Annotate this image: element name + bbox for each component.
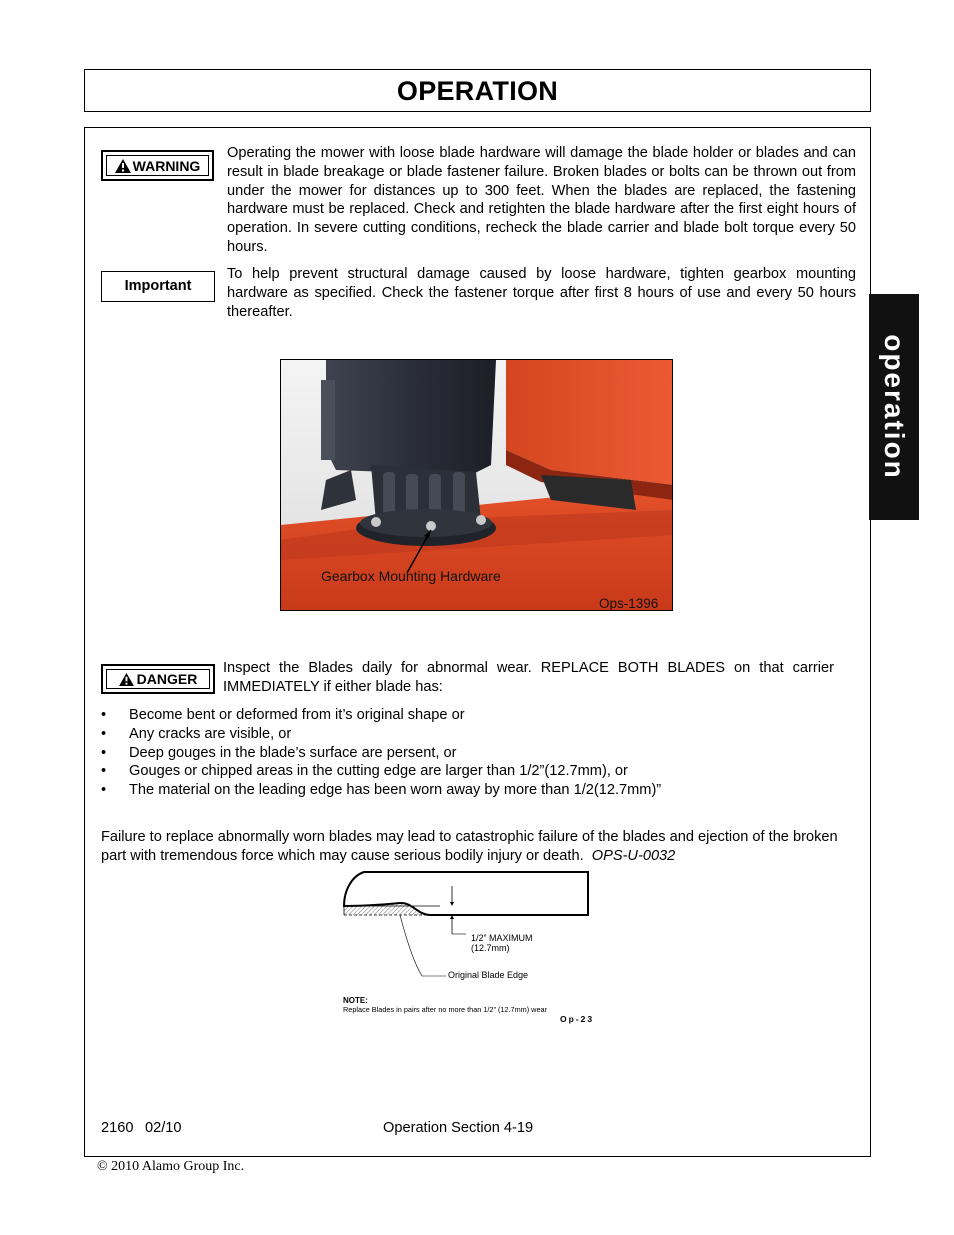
warning-label — [101, 150, 214, 181]
failure-paragraph — [101, 828, 841, 866]
failure-text: Failure to replace abnormally worn blades may lead to catastrophic failure of the blades and ejection of the broken part with tremendous force which may cause serious bodily injury or death. — [101, 829, 838, 864]
page-header — [84, 69, 871, 112]
gearbox-photo — [280, 359, 673, 611]
diagram-note-text: Replace Blades in pairs after no more than 1/2” (12.7mm) wear — [343, 1005, 548, 1014]
list-item: • Become bent or deformed from it’s original shape or — [101, 707, 465, 723]
diagram-ref: Op-23 — [560, 1014, 595, 1024]
warning-text: Operating the mower with loose blade hardware will damage the blade holder or blades and can result in blade breakage or blade fastener failure. Broken blades or bolts can be thrown out from under the mower for distances up to 300 feet. When the blades are replaced, the fastening hardware must be replaced. Check and retighten the blade hardware after the first eight hours of operation. In severe cutting conditions, recheck the blade carrier and blade bolt torque every 50 hours. — [227, 145, 856, 255]
footer-model: 2160 — [101, 1120, 134, 1136]
danger-label-text: DANGER — [136, 671, 198, 687]
warning-triangle-icon — [115, 159, 131, 173]
blade-profile-drawing — [340, 868, 600, 1028]
page-title: OPERATION — [396, 76, 559, 106]
important-label — [101, 271, 215, 302]
photo-ref: Ops-1396 — [599, 596, 659, 611]
list-item: • Deep gouges in the blade’s surface are persent, or — [101, 744, 457, 761]
list-item: • The material on the leading edge has been worn away by more than 1/2(12.7mm)” — [101, 782, 662, 799]
danger-text: Inspect the Blades daily for abnormal wear. REPLACE BOTH BLADES on that carrier IMMEDIATELY if either blade has: — [223, 660, 834, 695]
footer-copyright: © 2010 Alamo Group Inc. — [97, 1159, 245, 1174]
max-wear-label: 1/2” MAXIMUM — [471, 933, 533, 943]
failure-ref: OPS-U-0032 — [591, 847, 676, 864]
photo-caption: Gearbox Mounting Hardware — [321, 568, 501, 584]
diagram-note-title: NOTE: — [343, 996, 368, 1005]
section-tab-label: operation — [879, 334, 910, 480]
list-item: • Gouges or chipped areas in the cutting edge are larger than 1/2”(12.7mm), or — [101, 763, 628, 780]
danger-triangle-icon — [119, 673, 134, 686]
warning-label-text: WARNING — [132, 157, 201, 174]
important-label-text: Important — [124, 278, 192, 294]
section-tab — [869, 294, 919, 520]
danger-label — [101, 664, 215, 694]
footer-date: 02/10 — [145, 1120, 182, 1136]
max-wear-metric: (12.7mm) — [471, 943, 510, 953]
list-item: • Any cracks are visible, or — [101, 725, 292, 742]
footer-section: Operation Section 4-19 — [383, 1120, 534, 1136]
original-edge-label: Original Blade Edge — [448, 970, 529, 980]
important-text: To help prevent structural damage caused by loose hardware, tighten gearbox mounting hardware as specified. Check the fastener torque after first 8 hours of use and every 50 hours thereafter. — [227, 266, 856, 320]
blade-wear-list — [101, 706, 821, 800]
blade-wear-diagram — [340, 868, 600, 1028]
